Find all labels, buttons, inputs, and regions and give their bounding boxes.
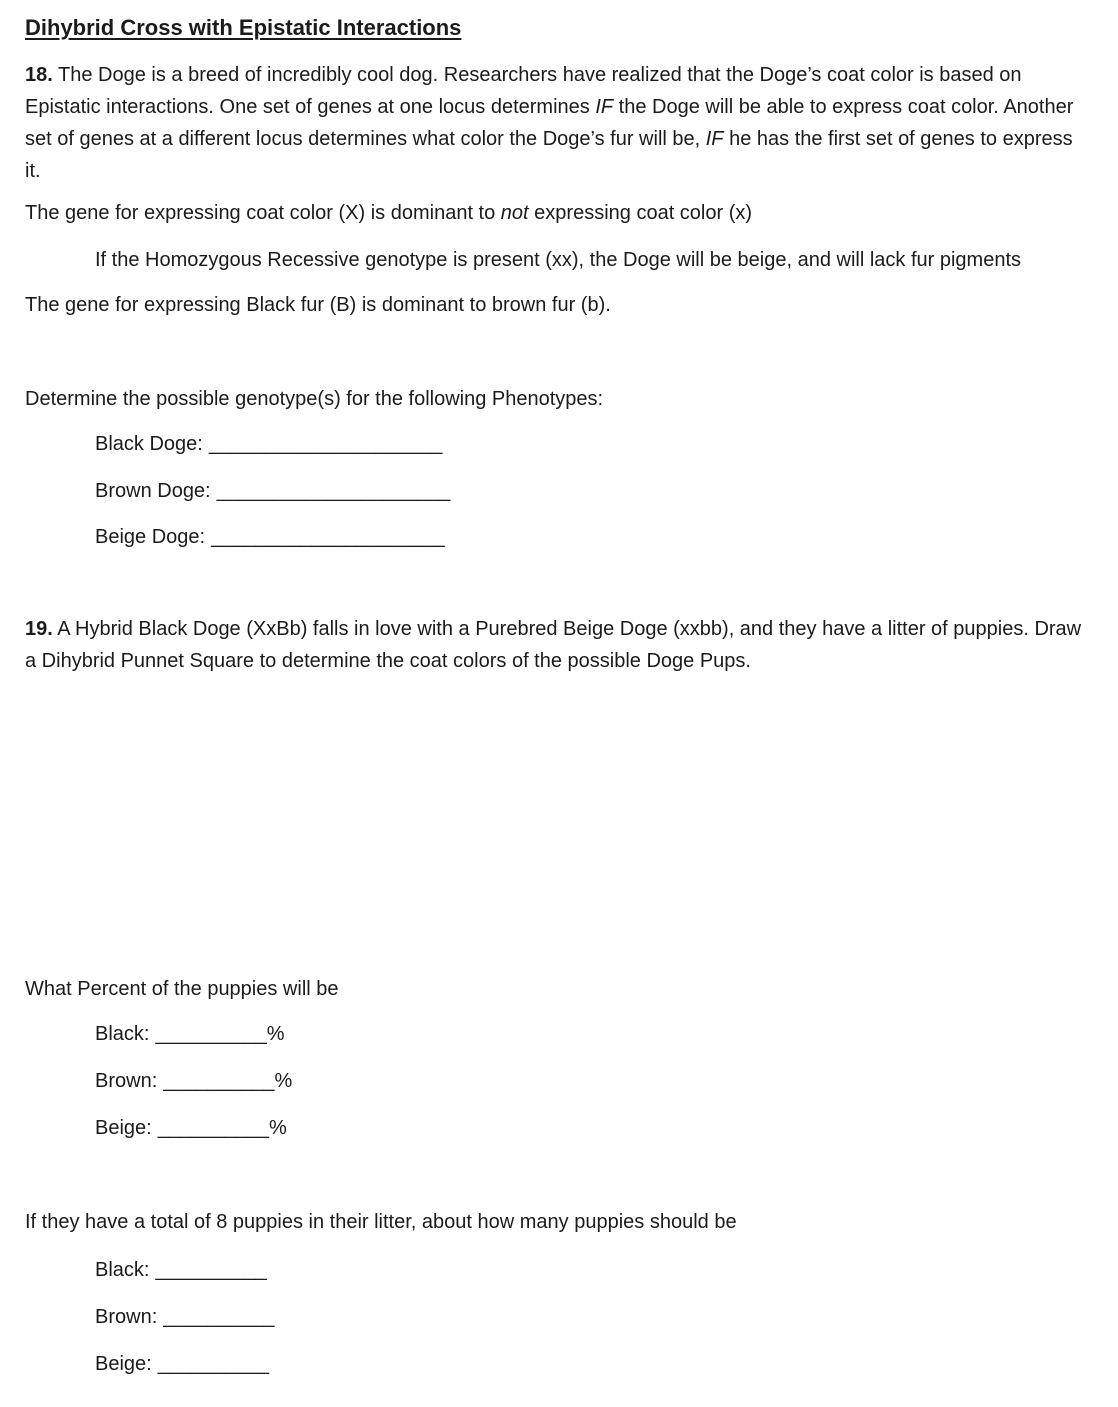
count-prompt: If they have a total of 8 puppies in their litter, about how many puppies should be: [25, 1211, 737, 1233]
percent-row-brown: [95, 1065, 1093, 1097]
genotype-prompt: Determine the possible genotype(s) for the following Phenotypes:: [25, 388, 604, 410]
genotype-black-blank-line: _____________________: [208, 433, 443, 455]
percent-black-label: Black:: [95, 1023, 150, 1045]
genotype-row-black: [95, 428, 1093, 460]
count-row-beige: [95, 1348, 1093, 1380]
question-18: [25, 59, 1093, 187]
genotype-black-label: Black Doge:: [95, 433, 203, 455]
percent-brown-blank-line: __________: [163, 1070, 275, 1092]
percent-beige-blank-line: __________: [157, 1117, 269, 1139]
rule-coat-color: [25, 197, 1093, 229]
percent-beige-label: Beige:: [95, 1117, 152, 1139]
count-brown-label: Brown:: [95, 1306, 158, 1328]
rule-coat-color-text-b: expressing coat color (x): [528, 202, 753, 224]
rule-coat-color-italic-not: not: [500, 202, 529, 224]
count-row-brown: [95, 1301, 1093, 1333]
genotype-beige-label: Beige Doge:: [95, 526, 206, 548]
count-beige-label: Beige:: [95, 1353, 152, 1375]
question-18-number: 18.: [25, 64, 53, 86]
question-18-italic-if-1: IF: [595, 96, 614, 118]
rule-homozygous-note: If the Homozygous Recessive genotype is present (xx), the Doge will be beige, and will lack fur pigments: [95, 249, 1022, 271]
question-18-text-b: the Doge will be able to express coat color. Another set of genes at a different locus determines what color the Doge’s fur will be,: [25, 96, 1074, 150]
question-19-number: 19.: [25, 618, 53, 640]
genotype-brown-blank-line: _____________________: [216, 480, 451, 502]
question-19-text: A Hybrid Black Doge (XxBb) falls in love with a Purebred Beige Doge (xxbb), and they have a litter of puppies. Draw a Dihybrid Punnet Square to determine the coat colors of the possible Doge Pups.: [25, 618, 1082, 672]
genotype-beige-blank-line: _____________________: [211, 526, 445, 548]
genotype-row-beige: [95, 521, 1093, 553]
question-18-text-c: he has the first set of genes to express it.: [25, 128, 1073, 182]
count-row-black: [95, 1254, 1093, 1286]
rule-black-fur: The gene for expressing Black fur (B) is dominant to brown fur (b).: [25, 294, 611, 316]
page-title: Dihybrid Cross with Epistatic Interactions: [25, 15, 462, 40]
question-19: [25, 613, 1093, 677]
percent-brown-label: Brown:: [95, 1070, 158, 1092]
percent-black-suffix: %: [266, 1023, 285, 1045]
count-brown-blank-line: __________: [163, 1306, 275, 1328]
question-18-text-a: The Doge is a breed of incredibly cool dog. Researchers have realized that the Doge’s coat color is based on Epistatic interactions. One set of genes at one locus determines: [25, 64, 1022, 118]
genotype-row-brown: [95, 475, 1093, 507]
percent-black-blank-line: __________: [155, 1023, 267, 1045]
percent-brown-suffix: %: [274, 1070, 293, 1092]
count-black-label: Black:: [95, 1259, 150, 1281]
question-18-italic-if-2: IF: [705, 128, 724, 150]
rule-coat-color-text-a: The gene for expressing coat color (X) is dominant to: [25, 202, 501, 224]
count-beige-blank-line: __________: [157, 1353, 269, 1375]
genotype-brown-label: Brown Doge:: [95, 480, 211, 502]
percent-prompt: What Percent of the puppies will be: [25, 978, 339, 1000]
count-black-blank-line: __________: [155, 1259, 267, 1281]
percent-row-black: [95, 1018, 1093, 1050]
percent-beige-suffix: %: [268, 1117, 287, 1139]
percent-row-beige: [95, 1112, 1093, 1144]
